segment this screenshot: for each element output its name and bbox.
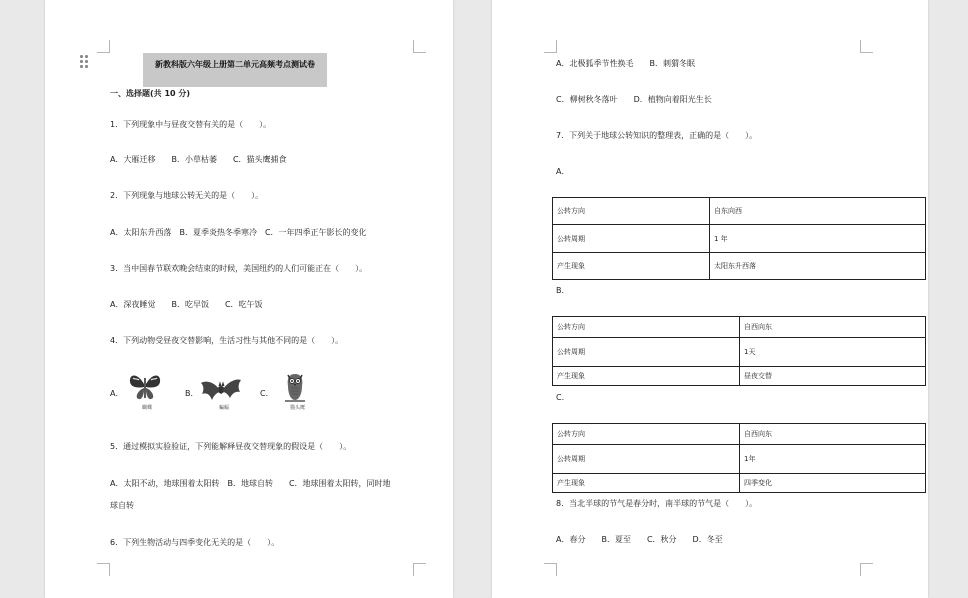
option-letter-b[interactable]: B． <box>185 389 199 398</box>
option-letter-c[interactable]: C． <box>260 389 274 398</box>
table-cell[interactable]: 公转周期 <box>553 338 740 367</box>
bat-icon <box>200 376 242 404</box>
table-cell[interactable]: 自西向东 <box>740 317 926 338</box>
question-line[interactable]: 球自转 <box>110 501 134 510</box>
table-cell[interactable]: 产生现象 <box>553 253 710 280</box>
question-line[interactable]: A．大雁迁移 B．小草枯萎 C．猫头鹰捕食 <box>110 155 287 164</box>
table-cell[interactable]: 1天 <box>740 338 926 367</box>
corner-mark-bottom-left <box>97 563 110 576</box>
figure-caption: 猫头鹰 <box>290 405 306 411</box>
table-cell[interactable]: 四季变化 <box>740 474 926 493</box>
corner-mark-bottom-right <box>860 563 873 576</box>
corner-mark-top-right <box>413 40 426 53</box>
table-cell[interactable]: 自东向西 <box>710 198 926 225</box>
table-cell[interactable]: 太阳东升西落 <box>710 253 926 280</box>
table-cell[interactable]: 公转周期 <box>553 225 710 253</box>
table-cell[interactable]: 公转方向 <box>553 424 740 445</box>
orbit-table-b <box>552 316 926 386</box>
corner-mark-top-left <box>544 40 557 53</box>
figure-caption: 蝙蝠 <box>219 405 230 411</box>
table-cell[interactable]: 昼夜交替 <box>740 367 926 386</box>
butterfly-icon <box>127 372 163 402</box>
option-label[interactable]: A． <box>556 167 570 176</box>
table-cell[interactable]: 产生现象 <box>553 474 740 493</box>
figure-caption: 蝴蝶 <box>142 405 153 411</box>
option-label[interactable]: B． <box>556 286 570 295</box>
corner-mark-bottom-left <box>544 563 557 576</box>
corner-mark-bottom-right <box>413 563 426 576</box>
table-cell[interactable]: 公转方向 <box>553 317 740 338</box>
orbit-table-c <box>552 423 926 493</box>
question-line[interactable]: C．柳树秋冬落叶 D．植物向着阳光生长 <box>556 95 712 104</box>
question-line[interactable]: A．太阳不动，地球围着太阳转 B．地球自转 C．地球围着太阳转，同时地 <box>110 479 391 488</box>
table-cell[interactable]: 公转方向 <box>553 198 710 225</box>
table-cell[interactable]: 自西向东 <box>740 424 926 445</box>
question-line[interactable]: 3．当中国春节联欢晚会结束的时候，美国纽约的人们可能正在（ ）。 <box>110 264 368 273</box>
document-page-left <box>45 0 453 598</box>
question-line[interactable]: 8．当北半球的节气是春分时，南半球的节气是（ ）。 <box>556 499 758 508</box>
table-cell[interactable]: 产生现象 <box>553 367 740 386</box>
owl-icon <box>283 370 307 404</box>
table-cell[interactable]: 1 年 <box>710 225 926 253</box>
option-label[interactable]: C． <box>556 393 570 402</box>
document-title[interactable]: 新教科版六年级上册第二单元高频考点测试卷 <box>155 60 315 69</box>
question-line[interactable]: 5．通过模拟实验验证，下列能解释昼夜交替现象的假设是（ ）。 <box>110 442 352 451</box>
corner-mark-top-right <box>860 40 873 53</box>
question-line[interactable]: 6．下列生物活动与四季变化无关的是（ ）。 <box>110 538 280 547</box>
question-line[interactable]: A．北极狐季节性换毛 B．刺猬冬眠 <box>556 59 695 68</box>
question-line[interactable]: 7．下列关于地球公转知识的整理表，正确的是（ ）。 <box>556 131 758 140</box>
corner-mark-top-left <box>97 40 110 53</box>
table-cell[interactable]: 公转周期 <box>553 445 740 474</box>
question-line[interactable]: A．春分 B．夏至 C．秋分 D．冬至 <box>556 535 723 544</box>
drag-handle-icon[interactable] <box>80 55 90 71</box>
question-line[interactable]: 1．下列现象中与昼夜交替有关的是（ ）。 <box>110 120 272 129</box>
question-line[interactable]: 4．下列动物受昼夜交替影响，生活习性与其他不同的是（ ）。 <box>110 336 344 345</box>
question-line[interactable]: A．深夜睡觉 B．吃早饭 C．吃午饭 <box>110 300 263 309</box>
table-cell[interactable]: 1年 <box>740 445 926 474</box>
question-line[interactable]: 2．下列现象与地球公转无关的是（ ）。 <box>110 191 264 200</box>
option-letter-a[interactable]: A． <box>110 389 124 398</box>
section-heading[interactable]: 一、选择题(共 10 分) <box>110 89 191 98</box>
document-page-right <box>492 0 928 598</box>
question-line[interactable]: A．太阳东升西落 B．夏季炎热冬季寒冷 C．一年四季正午影长的变化 <box>110 228 367 237</box>
orbit-table-a <box>552 197 926 280</box>
